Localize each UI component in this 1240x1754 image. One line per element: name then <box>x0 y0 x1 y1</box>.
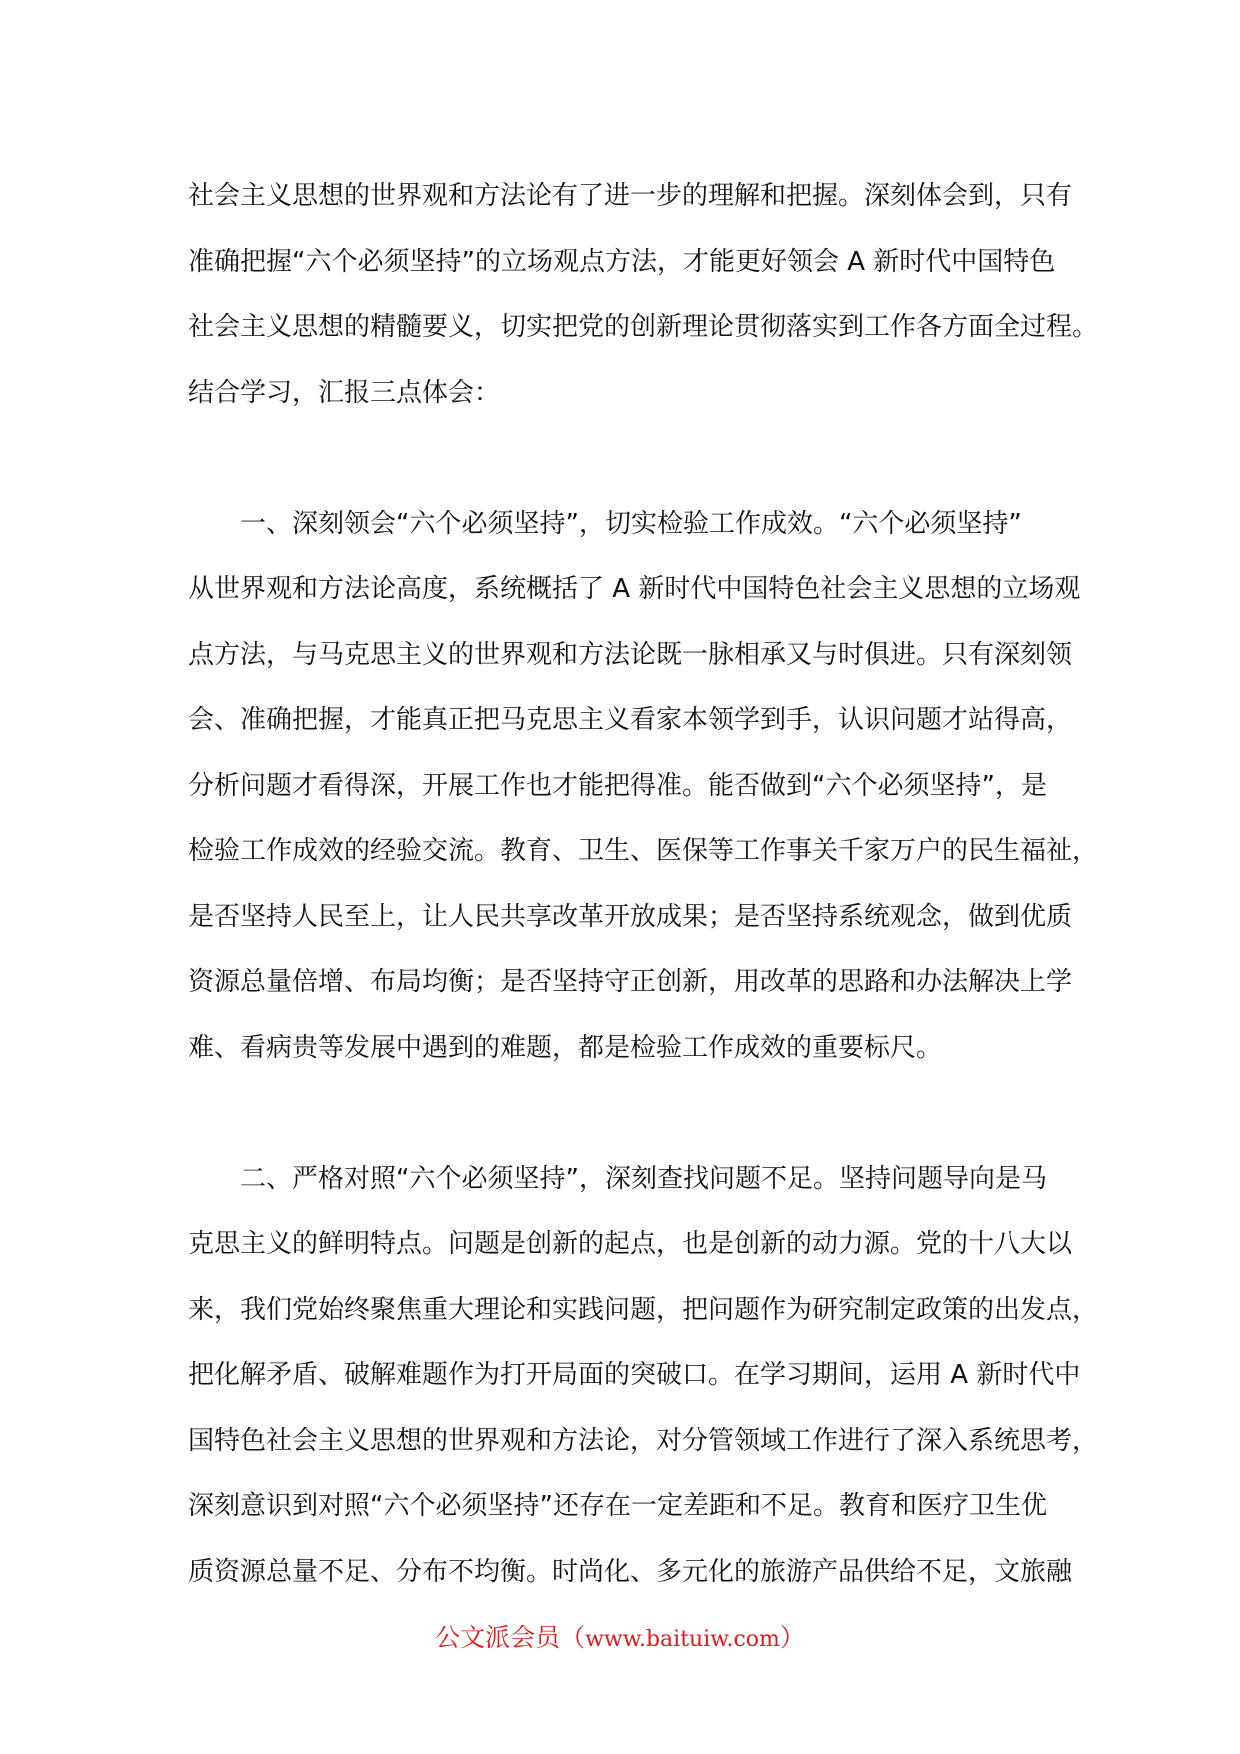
footer-watermark <box>0 1618 1240 1654</box>
section-1-paragraph <box>188 492 1099 1082</box>
text-line: 从世界观和方法论高度，系统概括了 A 新时代中国特色社会主义思想的立场观 <box>188 574 1081 604</box>
text-line: 资源总量倍增、布局均衡；是否坚持守正创新，用改革的思路和办法解决上学 <box>188 967 1073 997</box>
footer-suffix: ） <box>779 1623 805 1652</box>
text-line: 把化解矛盾、破解难题作为打开局面的突破口。在学习期间，运用 A 新时代中 <box>188 1360 1081 1390</box>
text-line: 质资源总量不足、分布不均衡。时尚化、多元化的旅游产品供给不足，文旅融 <box>188 1556 1073 1587</box>
text-line: 结合学习，汇报三点体会： <box>188 377 501 408</box>
text-line: 一、深刻领会“六个必须坚持”，切实检验工作成效。“六个必须坚持” <box>188 508 1022 539</box>
footer-url-link[interactable]: www.baituiw.com <box>585 1627 780 1652</box>
text-line: 准确把握“六个必须坚持”的立场观点方法，才能更好领会 A 新时代中国特色 <box>188 246 1056 277</box>
text-line: 难、看病贵等发展中遇到的难题，都是检验工作成效的重要标尺。 <box>188 1032 943 1063</box>
text-line: 来，我们党始终聚焦重大理论和实践问题，把问题作为研究制定政策的出发点， <box>188 1294 1099 1325</box>
text-line: 检验工作成效的经验交流。教育、卫生、医保等工作事关千家万户的民生福祉， <box>188 836 1099 866</box>
paragraph-spacer <box>188 426 1088 492</box>
text-line: 社会主义思想的精髓要义，切实把党的创新理论贯彻落实到工作各方面全过程。 <box>188 312 1099 342</box>
document-body <box>188 164 1099 1605</box>
text-line: 社会主义思想的世界观和方法论有了进一步的理解和把握。深刻体会到，只有 <box>188 181 1073 211</box>
text-line: 点方法，与马克思主义的世界观和方法论既一脉相承又与时俱进。只有深刻领 <box>188 639 1073 670</box>
text-line: 二、严格对照“六个必须坚持”，深刻查找问题不足。坚持问题导向是马 <box>188 1163 1047 1194</box>
text-line: 深刻意识到对照“六个必须坚持”还存在一定差距和不足。教育和医疗卫生优 <box>188 1491 1047 1521</box>
text-line: 国特色社会主义思想的世界观和方法论，对分管领域工作进行了深入系统思考， <box>188 1425 1099 1456</box>
text-line: 会、准确把握，才能真正把马克思主义看家本领学到手，认识问题才站得高， <box>188 705 1073 735</box>
section-2-paragraph <box>188 1147 1099 1606</box>
footer-prefix: 公文派会员（ <box>435 1623 586 1652</box>
intro-paragraph <box>188 164 1099 426</box>
text-line: 是否坚持人民至上，让人民共享改革开放成果；是否坚持系统观念，做到优质 <box>188 901 1073 932</box>
paragraph-spacer <box>188 1081 1088 1147</box>
text-line: 克思主义的鲜明特点。问题是创新的起点，也是创新的动力源。党的十八大以 <box>188 1229 1073 1259</box>
text-line: 分析问题才看得深，开展工作也才能把得准。能否做到“六个必须坚持”，是 <box>188 770 1047 801</box>
